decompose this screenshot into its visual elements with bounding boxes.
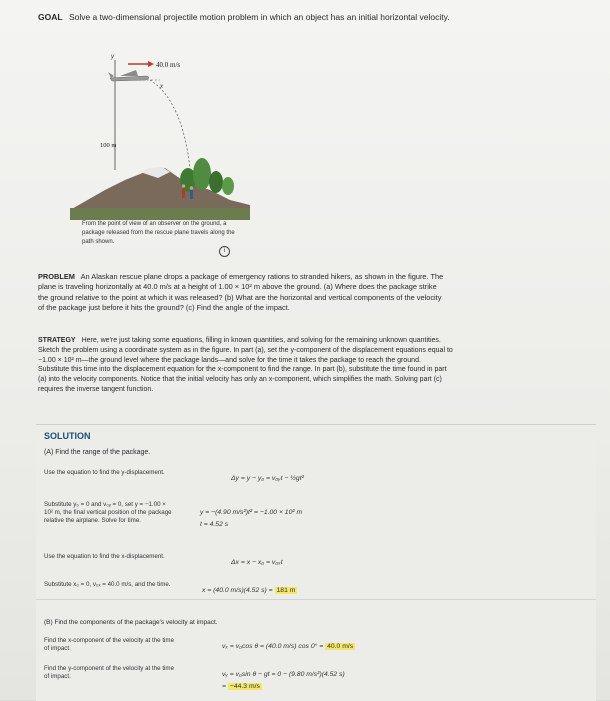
figure-caption: From the point of view of an observer on the ground, a package released from the rescue plane travels along the path shown. — [82, 221, 235, 245]
problem-section — [38, 272, 448, 313]
part-b-title: (B) Find the components of the package's velocity at impact. — [44, 619, 218, 626]
part-b-answer-2: −44.3 m/s — [229, 683, 260, 690]
part-a-equation-1: Δy = y − y₀ = v₀ᵧt − ½gt² — [231, 475, 304, 482]
part-a-equation-3: Δx = x − x₀ = v₀ₓt — [231, 559, 283, 566]
strategy-section — [38, 336, 453, 395]
part-b-equation-2b — [222, 683, 262, 690]
part-a-equation-4-text: x = (40.0 m/s)(4.52 s) = — [202, 587, 275, 594]
strategy-text: Here, we're just taking some equations, filling in known quantities, and solving for the remaining unknown quantities. Sketch the problem using a coordinate system as in the figure. In part (a), set the y-component of the displacement equations equal to −1.00 × 10² m—the ground level where the package lands—and solve for the time it takes the package to reach the ground. Substitute this time into the displacement equation for the x-component to find the range. In part (b), substitute the time found in part (a) into the velocity components. Notice that the initial velocity has only an x-component, which simplifies the math. Solving part (c) requires the inverse tangent function. — [38, 337, 453, 393]
height-label: 100 m — [100, 142, 117, 149]
solution-section — [36, 424, 596, 701]
part-a-step-1: Use the equation to find the y-displacement. — [44, 469, 165, 476]
part-a-equation-2b: t = 4.52 s — [200, 521, 229, 528]
part-b-equation-1 — [222, 643, 355, 650]
strategy-label: STRATEGY — [38, 337, 76, 344]
plane-icon — [108, 70, 149, 81]
part-b-step-2: Find the y-component of the velocity at the time of impact. — [44, 665, 175, 681]
section-divider — [36, 599, 596, 600]
goal-text: Solve a two-dimensional projectile motion problem in which an object has an initial horizontal velocity. — [68, 12, 450, 22]
problem-text: An Alaskan rescue plane drops a package of emergency rations to stranded hikers, as shown in the figure. The plane is traveling horizontally at 40.0 m/s at a height of 1.00 × 10² m above the ground. (a) Where does the package strike the ground relative to the point at which it was released? (b) What are the horizontal and vertical components of the velocity of the package just before it hits the ground? (c) Find the angle of the impact. — [38, 272, 444, 312]
part-a-equation-4 — [202, 587, 297, 594]
problem-label: PROBLEM — [38, 272, 75, 281]
part-a-step-2: Substitute y₀ = 0 and v₀ᵧ = 0, set y = −1.00 × 10² m, the final vertical position of the package relative the airplane. Solve for time. — [44, 501, 172, 525]
y-axis-label: y — [111, 54, 114, 60]
plane-drop-illustration — [70, 40, 250, 220]
trajectory-path — [150, 80, 190, 168]
solution-title: SOLUTION — [44, 431, 91, 441]
velocity-label: 40.0 m/s — [156, 61, 181, 69]
part-b-answer-1: 40.0 m/s — [327, 643, 354, 650]
part-a-step-3: Use the equation to find the x-displacement. — [44, 553, 165, 560]
part-b-step-1: Find the x-component of the velocity at the time of impact. — [44, 637, 175, 653]
problem-figure — [70, 40, 250, 245]
part-a-answer: 181 m — [276, 587, 296, 594]
part-a-step-4: Substitute x₀ = 0, v₀ₓ = 40.0 m/s, and the time. — [44, 581, 171, 588]
x-axis-label: x — [160, 84, 163, 90]
goal-label: GOAL — [38, 12, 63, 22]
velocity-arrowhead — [148, 61, 154, 67]
part-b-equation-1-text: vₓ = v₀cos θ = (40.0 m/s) cos 0° = — [222, 643, 326, 650]
part-b-equation-2b-text: = — [222, 683, 228, 690]
part-a-title: (A) Find the range of the package. — [44, 449, 151, 456]
part-a-equation-2a: y = −(4.90 m/s²)t² = −1.00 × 10² m — [200, 509, 303, 516]
ground — [70, 208, 250, 220]
part-b-equation-2a: vᵧ = v₀sin θ − gt = 0 − (9.80 m/s²)(4.52 s) — [222, 671, 345, 678]
goal-statement — [38, 12, 468, 23]
info-icon[interactable]: i — [219, 246, 230, 257]
